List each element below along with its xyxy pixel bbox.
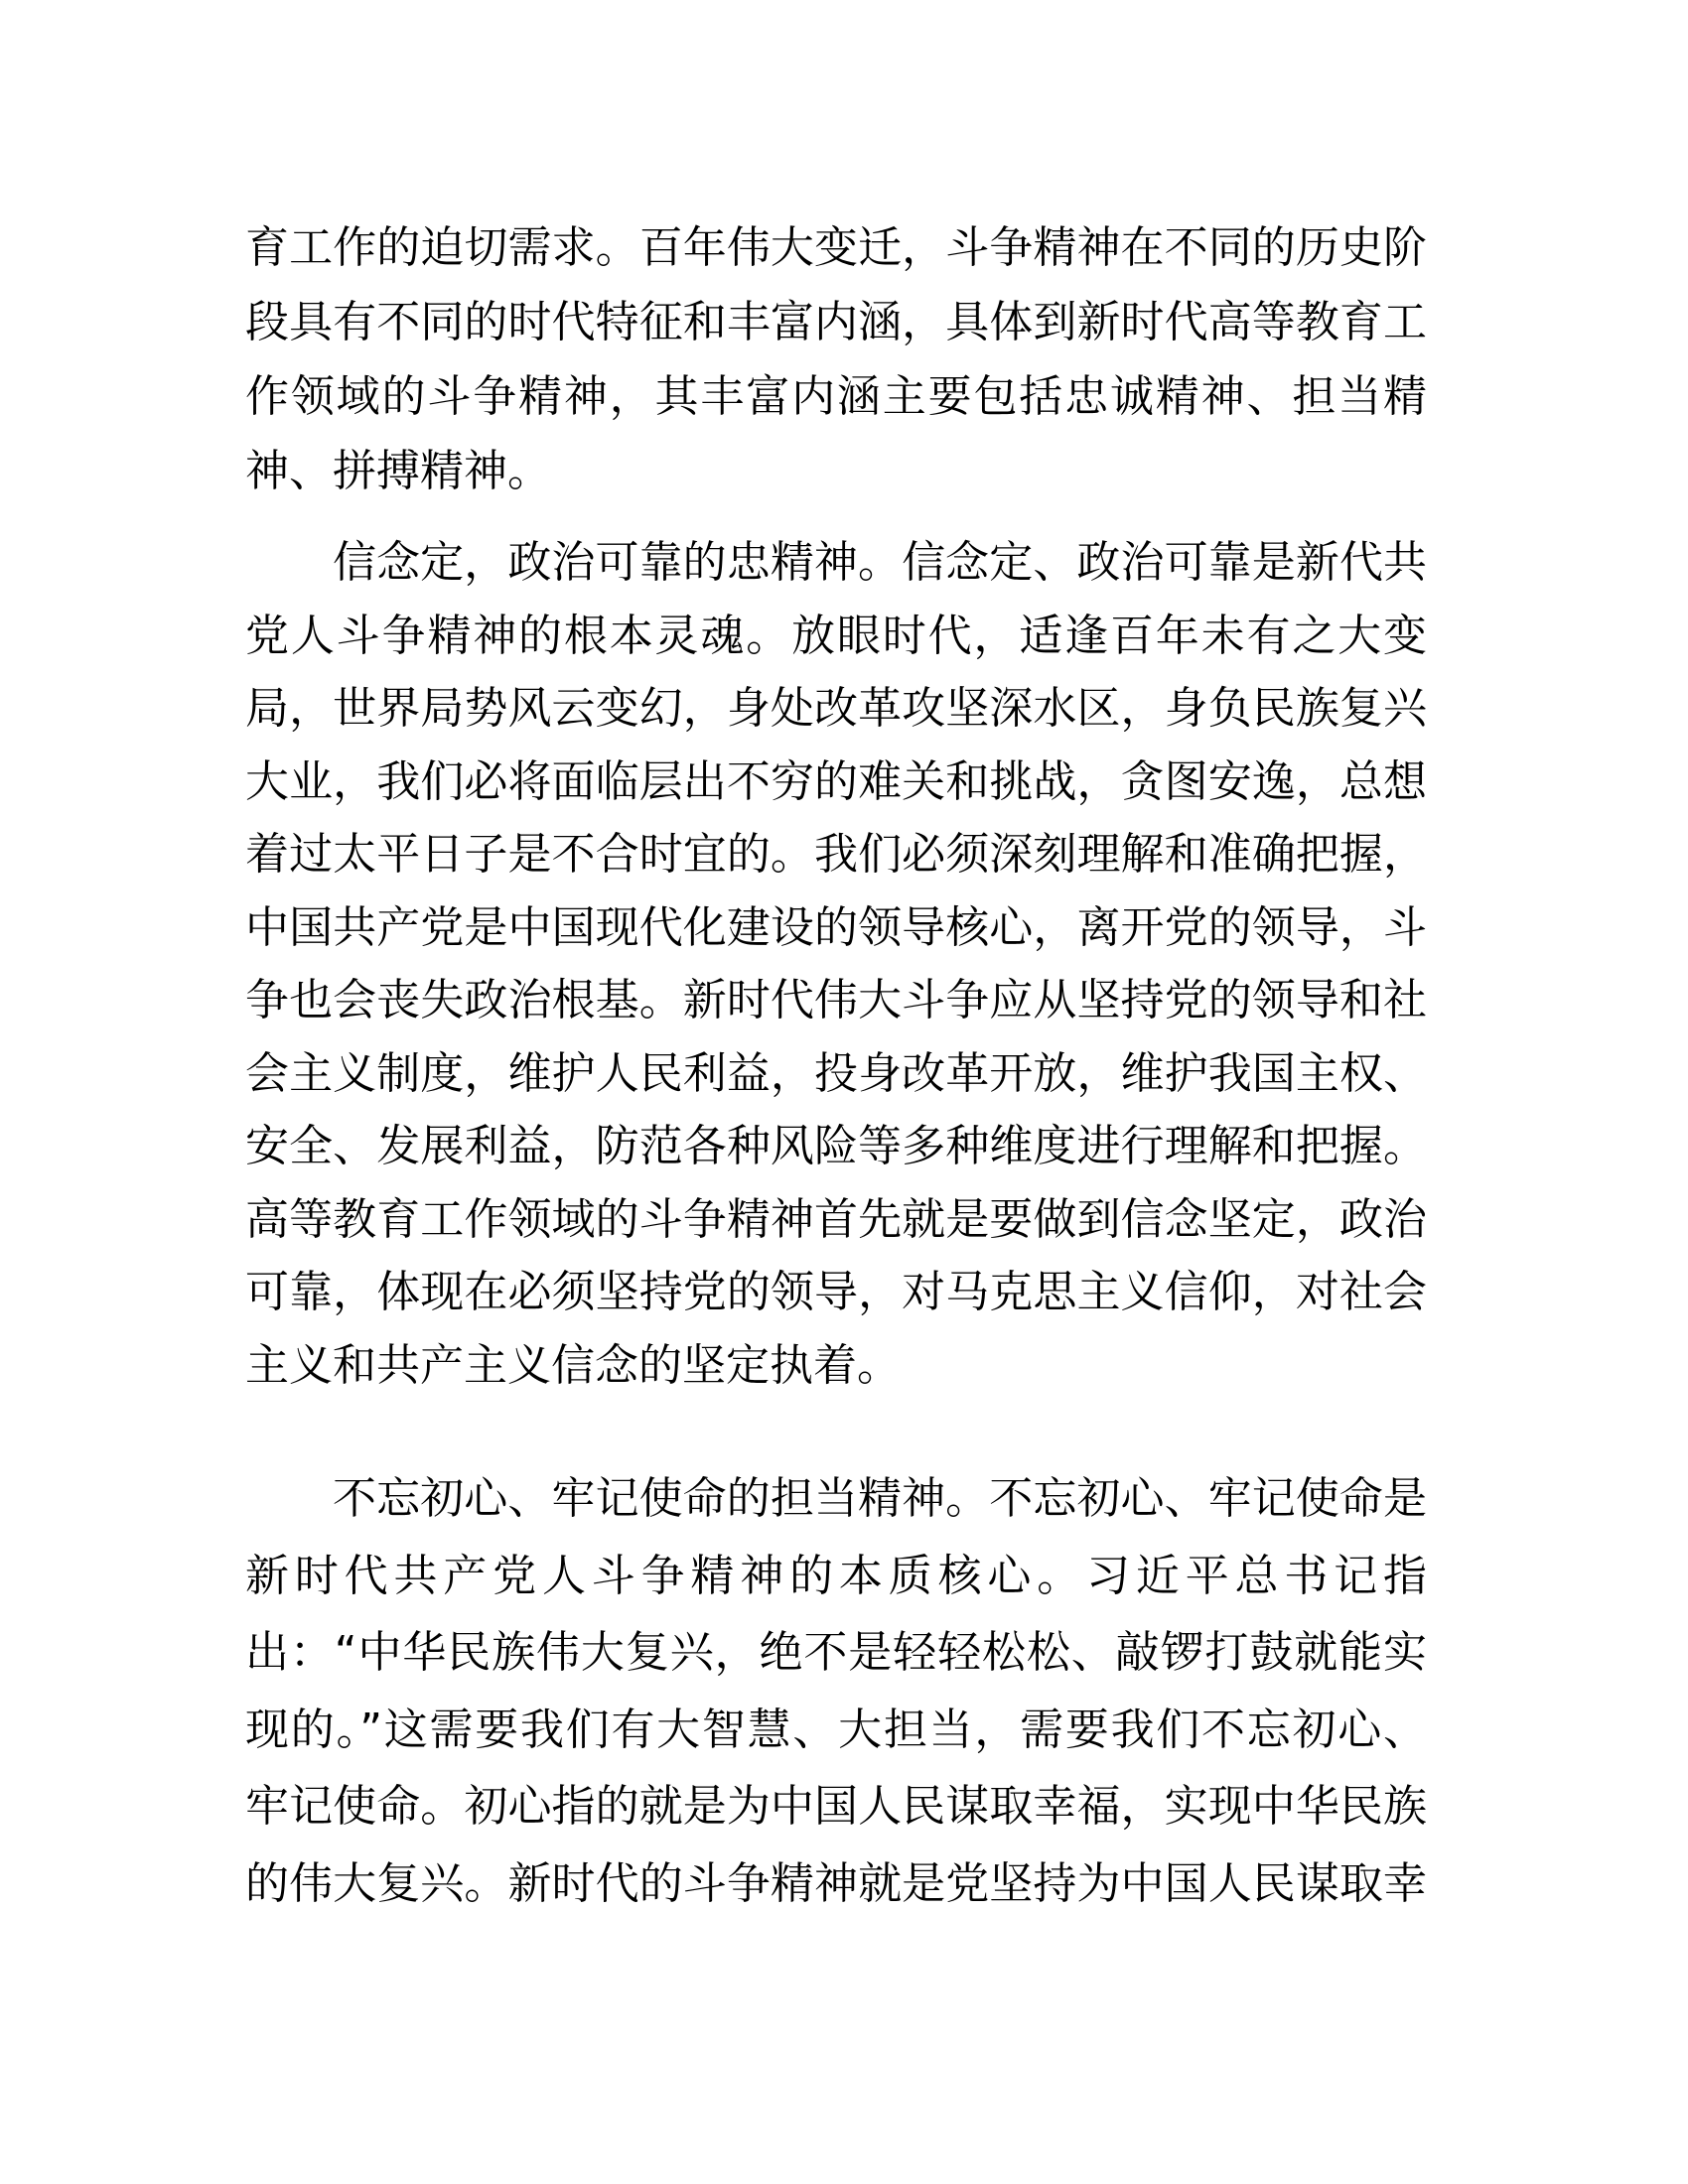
paragraph-3 — [245, 1460, 1427, 1923]
text-line: 会主义制度，维护人民利益，投身改革开放，维护我国主权、 — [245, 1047, 1427, 1099]
text-line: 神、拼搏精神。 — [245, 446, 551, 496]
text-line: 争也会丧失政治根基。新时代伟大斗争应从坚持党的领导和社 — [245, 975, 1427, 1025]
text-line: 着过太平日子是不合时宜的。我们必须深刻理解和准确把握， — [245, 829, 1427, 880]
text-line: 段具有不同的时代特征和丰富内涵，具体到新时代高等教育工 — [245, 297, 1427, 347]
text-line: 主义和共产主义信念的坚定执着。 — [245, 1339, 901, 1391]
text-line: 现的。”这需要我们有大智慧、大担当，需要我们不忘初心、 — [245, 1704, 1427, 1755]
text-line: 新时代共产党人斗争精神的本质核心。习近平总书记指 — [245, 1550, 1427, 1601]
text-line: 可靠，体现在必须坚持党的领导，对马克思主义信仰，对社会 — [245, 1267, 1427, 1317]
text-line: 大业，我们必将面临层出不穷的难关和挑战，贪图安逸，总想 — [245, 755, 1427, 807]
text-line: 不忘初心、牢记使命的担当精神。不忘初心、牢记使命是 — [333, 1473, 1427, 1524]
text-line: 党人斗争精神的根本灵魂。放眼时代，适逢百年未有之大变 — [245, 610, 1427, 661]
text-line: 局，世界局势风云变幻，身处改革攻坚深水区，身负民族复兴 — [245, 683, 1427, 734]
paragraph-1 — [245, 210, 1427, 508]
text-line: 育工作的迫切需求。百年伟大变迁，斗争精神在不同的历史阶 — [245, 222, 1427, 273]
text-line: 牢记使命。初心指的就是为中国人民谋取幸福，实现中华民族 — [245, 1781, 1427, 1833]
text-line: 信念定，政治可靠的忠精神。信念定、政治可靠是新代共 — [333, 537, 1427, 588]
text-line: 高等教育工作领域的斗争精神首先就是要做到信念坚定，政治 — [245, 1193, 1427, 1245]
text-line: 安全、发展利益，防范各种风险等多种维度进行理解和把握。 — [245, 1121, 1427, 1171]
text-line: 的伟大复兴。新时代的斗争精神就是党坚持为中国人民谋取幸 — [245, 1857, 1427, 1909]
text-line: 出：“中华民族伟大复兴，绝不是轻轻松松、敲锣打鼓就能实 — [245, 1627, 1427, 1679]
text-line: 作领域的斗争精神，其丰富内涵主要包括忠诚精神、担当精 — [245, 371, 1427, 422]
text-line: 中国共产党是中国现代化建设的领导核心，离开党的领导，斗 — [245, 901, 1427, 953]
paragraph-2 — [245, 526, 1427, 1402]
